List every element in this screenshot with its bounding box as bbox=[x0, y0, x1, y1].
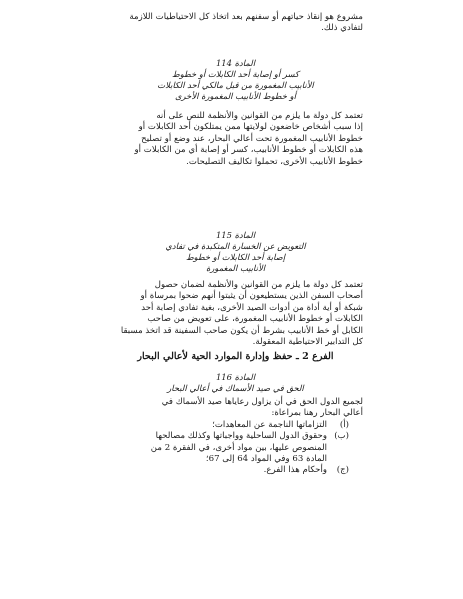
article-114-body-line-5: خطوط الأنابيب الأخرى، تحملوا تكاليف التصليحات. bbox=[186, 156, 363, 167]
item-c-text: وأحكام هذا الفرع. bbox=[263, 465, 327, 476]
opening-line-2: لتفادي ذلك. bbox=[321, 23, 363, 34]
article-116-body bbox=[108, 397, 363, 477]
article-115-body bbox=[108, 280, 363, 348]
article-114-heading: المادة 114 bbox=[215, 58, 256, 68]
article-115-body-line-2: أصحاب السفن الذين يستطيعون أن يثبتوا أنهم ضحوا بمرساة أو bbox=[140, 291, 363, 302]
article-116-item-a bbox=[108, 420, 349, 431]
article-114-heading-block bbox=[108, 58, 363, 102]
article-114-title-line-2: الأنابيب المغمورة من قبل مالكي أحد الكابلات bbox=[157, 80, 314, 90]
item-c-mark: (ج) bbox=[336, 465, 349, 476]
opening-line-1: مشروع هو إنقاذ حياتهم أو سفنهم بعد اتخاذ كل الاحتياطيات اللازمة bbox=[129, 12, 363, 22]
section-2-heading: الفرع 2 ـ حفظ وإدارة الموارد الحية لأعالي البحار bbox=[137, 351, 334, 362]
article-115-title-line-2: إصابة أحد الكابلات أو خطوط bbox=[185, 252, 286, 262]
article-115-body-line-4: الكابلات أو خطوط الأنابيب المغمورة، على تعويض من صاحب bbox=[147, 314, 363, 325]
opening-paragraph bbox=[108, 12, 363, 35]
article-115-body-line-5: الكابل أو خط الأنابيب بشرط أن يكون صاحب السفينة قد اتخذ مسبقا bbox=[120, 325, 363, 336]
article-114-body bbox=[108, 111, 363, 168]
article-114-body-line-1: تعتمد كل دولة ما يلزم من القوانين والأنظمة للنص على أنه bbox=[156, 111, 363, 121]
article-116-item-c bbox=[108, 465, 349, 476]
article-116-item-b bbox=[108, 431, 349, 465]
article-114-body-line-4: هذه الكابلات أو خطوط الأنابيب، كسر أو إصابة أي من الكابلات أو bbox=[134, 145, 363, 156]
article-114-body-line-3: خطوط الأنابيب المغمورة تحت أعالي البحار، عند وضع أو تصليح bbox=[141, 133, 363, 144]
article-115-heading-block bbox=[108, 230, 363, 274]
item-b-text bbox=[108, 431, 327, 465]
article-114-title-line-1: كسر أو إصابة أحد الكابلات أو خطوط bbox=[172, 69, 299, 79]
article-116-heading: المادة 116 bbox=[215, 372, 256, 382]
article-115-body-line-6: كل التدابير الاحتياطية المعقولة. bbox=[252, 337, 363, 348]
article-116-title-line-1: الحق في صيد الأسماك في أعالي البحار bbox=[167, 383, 304, 393]
article-114-title-line-3: أو خطوط الأنابيب المغمورة الأخرى bbox=[174, 91, 297, 101]
article-115-title-line-3: الأنابيب المغمورة bbox=[205, 263, 266, 273]
article-116-intro-line-1: لجميع الدول الحق في أن يزاول رعاياها صيد الأسماك في bbox=[161, 397, 363, 407]
item-b-line-1: وحقوق الدول الساحلية وواجباتها وكذلك مصالحها bbox=[155, 431, 327, 442]
article-114-body-line-2: إذا سبب أشخاص خاضعون لولايتها ممن يمتلكون أحد الكابلات أو bbox=[138, 122, 363, 133]
article-115-body-line-3: شبكة أو أية أداة من أدوات الصيد الأخرى، بغية تفادي إصابة أحد bbox=[141, 302, 363, 313]
article-115-title-line-1: التعويض عن الخسارة المتكبدة في تفادي bbox=[165, 241, 306, 251]
item-b-mark: (ب) bbox=[334, 431, 349, 442]
article-116-heading-block bbox=[108, 372, 363, 394]
item-a-mark: (أ) bbox=[339, 419, 349, 430]
item-b-line-3: المادة 63 وفي المواد 64 إلى 67؛ bbox=[205, 454, 327, 465]
item-b-line-2: المنصوص عليها، بين مواد أخرى، في الفقرة 2 من bbox=[150, 442, 327, 453]
article-115-body-line-1: تعتمد كل دولة ما يلزم من القوانين والأنظمة لضمان حصول bbox=[154, 280, 363, 290]
article-116-intro-line-2: أعالي البحار رهنا بمراعاة: bbox=[271, 408, 363, 419]
item-a-text: التزاماتها الناجمة عن المعاهدات؛ bbox=[212, 419, 327, 430]
article-115-heading: المادة 115 bbox=[215, 230, 256, 240]
